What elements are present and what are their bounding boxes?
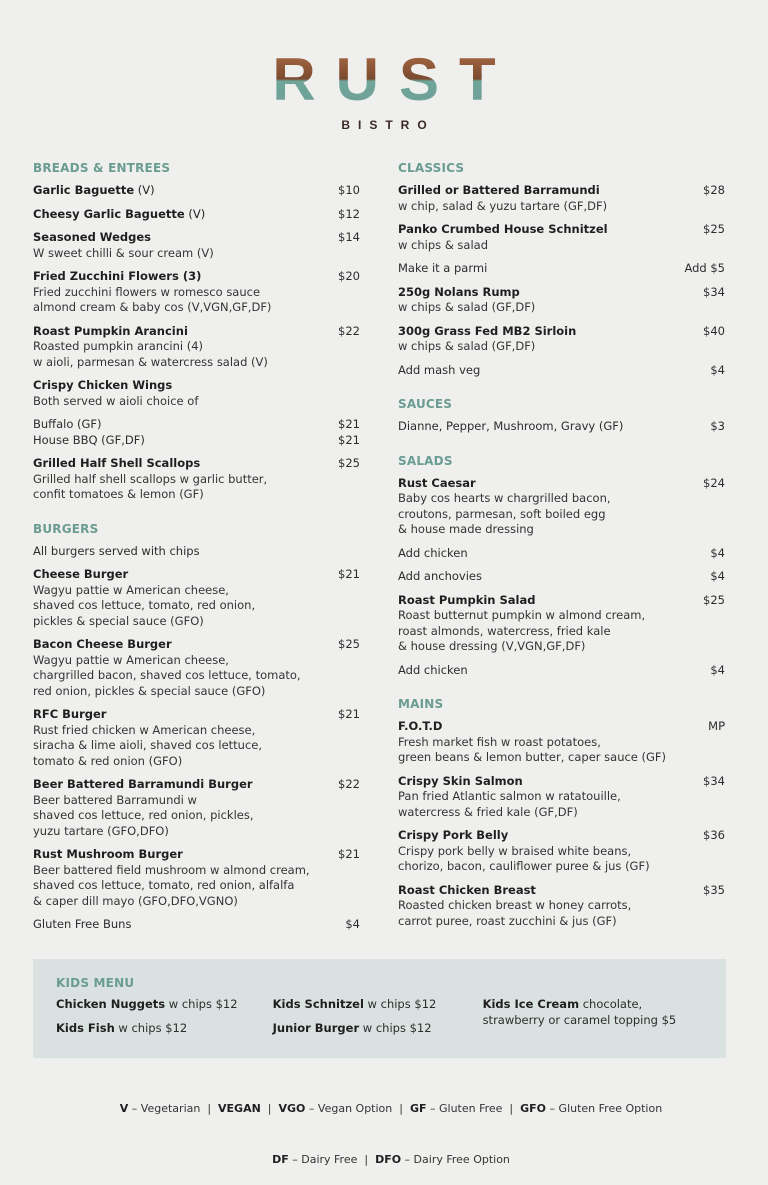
menu-item: Dianne, Pepper, Mushroom, Gravy (GF) $3: [398, 419, 725, 433]
menu-item: Grilled or Battered Barramundi $28 w chip, salad & yuzu tartare (GF,DF): [398, 183, 725, 213]
menu-item: Crispy Skin Salmon $34 Pan fried Atlantic salmon w ratatouille, watercress & fried kale (GF,DF): [398, 773, 725, 819]
section-heading-sauces: SAUCES: [398, 397, 453, 411]
menu-item: Cheesy Garlic Baguette (V) $12: [33, 206, 360, 221]
item-price: $4: [345, 917, 360, 931]
menu-column-left: [33, 160, 360, 941]
kids-item: Junior Burger w chips $12: [272, 1020, 432, 1035]
item-price: $14: [338, 230, 360, 244]
menu-item: Gluten Free Buns $4: [33, 917, 360, 931]
item-price: $22: [338, 323, 360, 338]
item-description: Roasted pumpkin arancini (4): [33, 339, 204, 353]
item-price: $40: [703, 323, 725, 338]
menu-item: Crispy Pork Belly $36 Crispy pork belly w braised white beans, chorizo, bacon, cauliflower puree & jus (GF): [398, 828, 725, 873]
menu-item: Beer Battered Barramundi Burger $22 Beer battered Barramundi w shaved cos lettuce, red onion, pickles, yuzu tartare (GFO,DFO): [33, 777, 360, 838]
menu-item: Seasoned Wedges $14 W sweet chilli & sour cream (V): [33, 230, 360, 260]
menu-item: Roast Chicken Breast $35 Roasted chicken breast w honey carrots, carrot puree, roast zucchini & jus (GF): [398, 882, 725, 928]
menu-item: Cheese Burger $21 Wagyu pattie w American cheese, shaved cos lettuce, tomato, red onion, pickles & special sauce (GFO): [33, 567, 360, 628]
item-price: $4: [710, 362, 725, 377]
item-price: $35: [703, 882, 725, 897]
item-price: $25: [703, 592, 725, 607]
item-description: Both served w aioli choice of: [33, 393, 199, 408]
item-price: $21: [338, 847, 360, 861]
brand-subtitle: BISTRO: [341, 118, 435, 132]
kids-item: Kids Schnitzel w chips $12: [272, 997, 437, 1011]
menu-item: Make it a parmi Add $5: [398, 261, 725, 275]
section-heading-kids: KIDS MENU: [56, 976, 135, 990]
kids-menu-panel: [33, 959, 726, 1058]
item-description: confit tomatoes & lemon (GF): [33, 487, 204, 501]
menu-item: Add mash veg $4: [398, 362, 725, 377]
item-price: $10: [338, 183, 360, 197]
item-price: $4: [710, 662, 725, 677]
item-price: $21: [338, 417, 360, 431]
menu-item: Crispy Chicken Wings Both served w aioli choice of Buffalo (GF) $21 House BBQ (GF,DF) $21: [33, 378, 360, 447]
menu-item: Add chicken $4: [398, 662, 725, 677]
item-price: $21: [338, 567, 360, 581]
brand-name: RUST: [0, 52, 768, 108]
item-price: $34: [703, 773, 725, 788]
section-heading-classics: CLASSICS: [398, 161, 465, 175]
menu-item: Fried Zucchini Flowers (3) $20 Fried zucchini flowers w romesco sauce almond cream & baby cos (V,VGN,GF,DF): [33, 269, 360, 314]
menu-item: Add chicken $4: [398, 545, 725, 560]
item-price: $25: [338, 637, 360, 651]
item-price: $21: [338, 707, 360, 721]
menu-item: Grilled Half Shell Scallops $25 Grilled half shell scallops w garlic butter, confit tomatoes & lemon (GF): [33, 456, 360, 501]
menu-item: Bacon Cheese Burger $25 Wagyu pattie w American cheese, chargrilled bacon, shaved cos lettuce, tomato, red onion, pickles & special sauce (GFO): [33, 637, 360, 698]
item-price: $25: [338, 456, 360, 470]
menu-item: Garlic Baguette (V) $10: [33, 183, 360, 197]
item-price: Add $5: [684, 261, 725, 275]
kids-item: Kids Fish w chips $12: [56, 1020, 188, 1035]
dietary-legend: V – Vegetarian | VEGAN | VGO – Vegan Option | GF – Gluten Free | GFO – Gluten Free Option DF – Dairy Free | DFO – Dairy Free Option: [119, 1102, 663, 1166]
menu-item: F.O.T.D MP Fresh market fish w roast potatoes, green beans & lemon butter, caper sauce (GF): [398, 719, 725, 764]
section-heading-mains: MAINS: [398, 697, 444, 711]
menu-item: Roast Pumpkin Salad $25 Roast butternut pumpkin w almond cream, roast almonds, watercress, fried kale & house dressing (V,VGN,GF,DF): [398, 592, 725, 653]
item-price: MP: [708, 719, 725, 733]
item-price: $22: [338, 777, 360, 791]
menu-item: Rust Caesar $24 Baby cos hearts w chargrilled bacon, croutons, parmesan, soft boiled egg & house made dressing: [398, 475, 725, 536]
menu-column-right: [398, 160, 725, 937]
item-description: Grilled half shell scallops w garlic butter,: [33, 471, 268, 486]
kids-item: Chicken Nuggets w chips $12: [56, 997, 238, 1011]
item-price: $21: [338, 432, 360, 447]
item-price: $34: [703, 284, 725, 299]
item-price: $20: [338, 269, 360, 283]
section-heading-breads: BREADS & ENTREES: [33, 161, 171, 175]
item-description: w aioli, parmesan & watercress salad (V): [33, 354, 268, 369]
menu-item: Panko Crumbed House Schnitzel $25 w chips & salad: [398, 222, 725, 252]
item-price: $3: [710, 419, 725, 433]
item-description: almond cream & baby cos (V,VGN,GF,DF): [33, 300, 272, 314]
logo: [0, 46, 768, 132]
item-price: $12: [338, 206, 360, 221]
item-price: $4: [710, 545, 725, 560]
item-price: $4: [710, 569, 725, 583]
section-note: All burgers served with chips: [33, 543, 200, 558]
menu-item: Rust Mushroom Burger $21 Beer battered field mushroom w almond cream, shaved cos lettuce, tomato, red onion, alfalfa & caper dill mayo (GFO,DFO,VGNO): [33, 847, 360, 908]
item-price: $24: [703, 475, 725, 490]
section-heading-salads: SALADS: [398, 453, 453, 468]
menu-item: Add anchovies $4: [398, 569, 725, 583]
item-price: $25: [703, 222, 725, 236]
item-price: $36: [703, 828, 725, 842]
item-description: W sweet chilli & sour cream (V): [33, 245, 214, 260]
menu-item: Roast Pumpkin Arancini $22 Roasted pumpkin arancini (4) w aioli, parmesan & watercress salad (V): [33, 323, 360, 369]
kids-item: Kids Ice Cream chocolate, strawberry or caramel topping $5: [482, 997, 677, 1027]
menu-item: 250g Nolans Rump $34 w chips & salad (GF,DF): [398, 284, 725, 314]
menu-item: RFC Burger $21 Rust fried chicken w American cheese, siracha & lime aioli, shaved cos lettuce, tomato & red onion (GFO): [33, 707, 360, 768]
item-description: Fried zucchini flowers w romesco sauce: [33, 284, 261, 299]
item-price: $28: [703, 183, 725, 197]
menu-item: 300g Grass Fed MB2 Sirloin $40 w chips & salad (GF,DF): [398, 323, 725, 353]
section-heading-burgers: BURGERS: [33, 521, 99, 536]
